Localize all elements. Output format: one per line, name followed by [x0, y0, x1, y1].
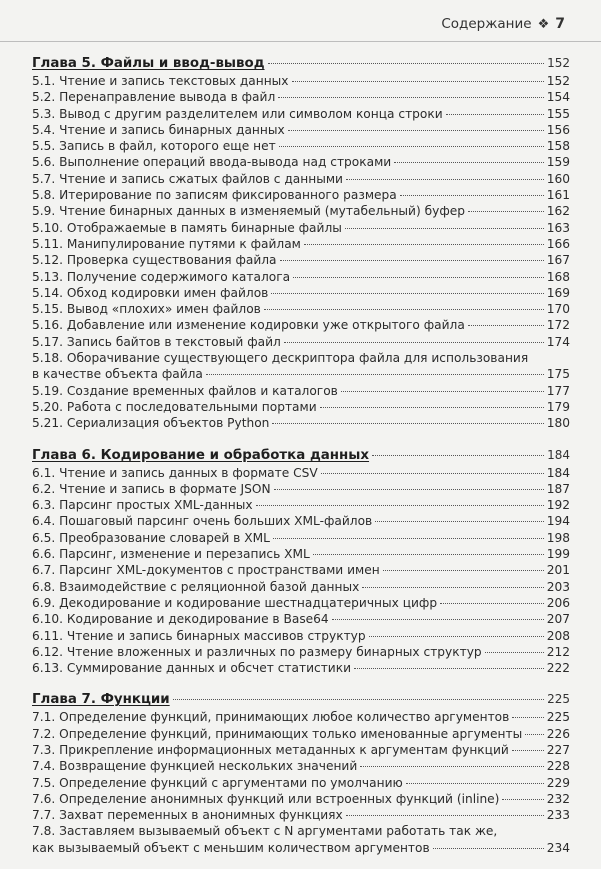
- leader-dots: [256, 505, 544, 506]
- chapter-title: Глава 5. Файлы и ввод-вывод: [32, 56, 265, 71]
- toc-entry[interactable]: [32, 481, 570, 497]
- entry-title: 5.17. Запись байтов в текстовый файл: [32, 334, 281, 349]
- page-number: 225: [546, 710, 570, 725]
- leader-dots: [280, 260, 544, 261]
- entry-title: 7.4. Возвращение функцией нескольких значений: [32, 759, 358, 774]
- entry-title: 6.6. Парсинг, изменение и перезапись XML: [32, 547, 310, 562]
- toc-entry[interactable]: [32, 334, 570, 350]
- toc-entry[interactable]: [32, 530, 570, 546]
- entry-title: 5.19. Создание временных файлов и каталогов: [32, 383, 338, 398]
- leader-dots: [485, 652, 544, 653]
- page-number: 233: [546, 808, 570, 823]
- leader-dots: [369, 636, 544, 637]
- entry-title: 6.2. Чтение и запись в формате JSON: [32, 481, 271, 496]
- leader-dots: [400, 195, 544, 196]
- page-number: 232: [546, 791, 570, 806]
- leader-dots: [468, 211, 544, 212]
- leader-dots: [206, 374, 544, 375]
- entry-title: 6.10. Кодирование и декодирование в Base64: [32, 612, 329, 627]
- leader-dots: [292, 81, 544, 82]
- page-number: 184: [546, 465, 570, 480]
- page-number: 192: [546, 498, 570, 513]
- toc-entry[interactable]: [32, 220, 570, 236]
- entry-title: 6.1. Чтение и запись данных в формате CSV: [32, 465, 318, 480]
- page-number: 169: [546, 285, 570, 300]
- entry-title: 5.8. Итерирование по записям фиксированного размера: [32, 188, 397, 203]
- toc-entry[interactable]: [32, 138, 570, 154]
- entry-title: 5.7. Чтение и запись сжатых файлов с данными: [32, 171, 343, 186]
- page-number: 168: [546, 269, 570, 284]
- leader-dots: [293, 277, 544, 278]
- entry-title: 5.11. Манипулирование путями к файлам: [32, 236, 301, 251]
- leader-dots: [468, 325, 544, 326]
- page-number: 207: [546, 612, 570, 627]
- leader-dots: [304, 244, 544, 245]
- leader-dots: [173, 699, 544, 700]
- entry-title: 6.7. Парсинг XML-документов с пространствами имен: [32, 563, 380, 578]
- entry-title: 5.5. Запись в файл, которого еще нет: [32, 139, 276, 154]
- toc-entry[interactable]: [32, 660, 570, 676]
- chapter-5-entries-cont: [32, 383, 570, 432]
- leader-dots: [268, 63, 545, 64]
- chapter-7-heading[interactable]: [32, 689, 570, 709]
- leader-dots: [313, 554, 544, 555]
- entry-title: 5.2. Перенаправление вывода в файл: [32, 90, 276, 105]
- page-number: 154: [546, 90, 570, 105]
- entry-title: 6.8. Взаимодействие с реляционной базой данных: [32, 579, 360, 594]
- entry-title: 5.9. Чтение бинарных данных в изменяемый (мутабельный) буфер: [32, 204, 465, 219]
- page-number: 170: [546, 302, 570, 317]
- page-number: 159: [546, 155, 570, 170]
- toc-entry[interactable]: [32, 513, 570, 529]
- toc-entry[interactable]: [32, 709, 570, 725]
- page-number: 172: [546, 318, 570, 333]
- toc-entry[interactable]: [32, 595, 570, 611]
- toc-entry[interactable]: [32, 546, 570, 562]
- toc-entry[interactable]: [32, 252, 570, 268]
- leader-dots: [264, 309, 544, 310]
- entry-title: 6.3. Парсинг простых XML-данных: [32, 498, 253, 513]
- leader-dots: [321, 473, 544, 474]
- page-number: 162: [546, 204, 570, 219]
- leader-dots: [346, 179, 544, 180]
- page-number: 156: [546, 122, 570, 137]
- toc-entry-7-8-line2[interactable]: [32, 840, 570, 856]
- entry-title: в качестве объекта файла: [32, 367, 203, 382]
- page-number: 234: [546, 840, 570, 855]
- chapter-title: Глава 7. Функции: [32, 692, 170, 708]
- leader-dots: [284, 342, 544, 343]
- toc-entry[interactable]: [32, 628, 570, 644]
- toc-entry-5-18-line1[interactable]: 5.18. Оборачивание существующего дескриптора файла для использования: [32, 351, 529, 366]
- running-header: [441, 16, 565, 32]
- leader-dots: [375, 521, 544, 522]
- chapter-6-heading[interactable]: [32, 445, 570, 465]
- leader-dots: [341, 391, 544, 392]
- chapter-5-entries: [32, 73, 570, 350]
- leader-dots: [512, 750, 544, 751]
- toc-entry[interactable]: [32, 154, 570, 170]
- toc-entry[interactable]: [32, 497, 570, 513]
- leader-dots: [440, 603, 544, 604]
- chapter-7-entries: [32, 709, 570, 823]
- toc-entry[interactable]: [32, 187, 570, 203]
- toc-entry[interactable]: [32, 579, 570, 595]
- toc-entry[interactable]: [32, 269, 570, 285]
- toc-entry[interactable]: [32, 171, 570, 187]
- leader-dots: [332, 619, 544, 620]
- leader-dots: [272, 423, 543, 424]
- page-number: 212: [546, 644, 570, 659]
- toc-entry[interactable]: [32, 383, 570, 399]
- entry-title: 5.16. Добавление или изменение кодировки уже открытого файла: [32, 318, 465, 333]
- entry-title: 6.12. Чтение вложенных и различных по размеру бинарных структур: [32, 644, 482, 659]
- entry-title: 7.7. Захват переменных в анонимных функциях: [32, 808, 343, 823]
- entry-title: 5.10. Отображаемые в память бинарные файлы: [32, 220, 342, 235]
- leader-dots: [383, 570, 544, 571]
- page-number: 194: [546, 514, 570, 529]
- page-number: 226: [546, 726, 570, 741]
- page-number: 225: [547, 692, 570, 707]
- leader-dots: [372, 455, 544, 456]
- entry-title: 7.6. Определение анонимных функций или встроенных функций (inline): [32, 791, 500, 806]
- toc-entry[interactable]: [32, 203, 570, 219]
- toc-entry[interactable]: [32, 122, 570, 138]
- entry-title: 5.20. Работа с последовательными портами: [32, 399, 317, 414]
- leader-dots: [288, 130, 544, 131]
- toc-entry[interactable]: [32, 89, 570, 105]
- entry-title: 5.4. Чтение и запись бинарных данных: [32, 122, 285, 137]
- page-number: 175: [546, 367, 570, 382]
- page-number: 152: [547, 56, 570, 70]
- page-number: 179: [546, 399, 570, 414]
- toc-entry[interactable]: [32, 562, 570, 578]
- header-page-number: 7: [555, 16, 565, 32]
- page-number: 152: [546, 74, 570, 88]
- toc-entry[interactable]: [32, 644, 570, 660]
- leader-dots: [354, 668, 544, 669]
- chapter-5-heading[interactable]: [32, 53, 570, 73]
- page-number: 228: [546, 759, 570, 774]
- entry-title: 6.11. Чтение и запись бинарных массивов структур: [32, 628, 366, 643]
- entry-title: 5.15. Вывод «плохих» имен файлов: [32, 302, 261, 317]
- entry-title: 5.3. Вывод с другим разделителем или символом конца строки: [32, 106, 443, 121]
- page-number: 222: [546, 661, 570, 676]
- page-number: 180: [546, 416, 570, 431]
- entry-title: 6.9. Декодирование и кодирование шестнадцатеричных цифр: [32, 595, 438, 610]
- toc-entry[interactable]: [32, 742, 570, 758]
- toc-entry[interactable]: [32, 399, 570, 415]
- entry-title: как вызываемый объект с меньшим количеством аргументов: [32, 840, 430, 855]
- header-title: Содержание: [441, 16, 532, 32]
- page-number: 163: [546, 220, 570, 235]
- entry-title: 7.2. Определение функций, принимающих только именованные аргументы: [32, 726, 523, 741]
- leader-dots: [394, 162, 544, 163]
- page-number: 201: [546, 563, 570, 578]
- leader-dots: [345, 228, 544, 229]
- entry-title: 5.21. Сериализация объектов Python: [32, 416, 270, 431]
- entry-title: 7.5. Определение функций с аргументами по умолчанию: [32, 775, 403, 790]
- page-number: 206: [546, 595, 570, 610]
- leader-dots: [406, 783, 544, 784]
- entry-title: 6.4. Пошаговый парсинг очень больших XML-файлов: [32, 514, 373, 529]
- toc-entry[interactable]: [32, 807, 570, 823]
- toc-entry[interactable]: [32, 791, 570, 807]
- leader-dots: [446, 114, 544, 115]
- toc-entry[interactable]: [32, 758, 570, 774]
- entry-title: 5.13. Получение содержимого каталога: [32, 269, 291, 284]
- toc-entry[interactable]: [32, 73, 570, 89]
- leader-dots: [346, 815, 544, 816]
- entry-title: 5.1. Чтение и запись текстовых данных: [32, 74, 289, 88]
- leader-dots: [502, 799, 543, 800]
- page-number: 166: [546, 236, 570, 251]
- toc-entry[interactable]: [32, 285, 570, 301]
- header-rule: [0, 41, 601, 42]
- page-number: 167: [546, 253, 570, 268]
- leader-dots: [278, 97, 543, 98]
- page-number: 187: [546, 481, 570, 496]
- leader-dots: [512, 717, 543, 718]
- page-number: 198: [546, 530, 570, 545]
- toc-entry[interactable]: [32, 236, 570, 252]
- entry-title: 5.6. Выполнение операций ввода-вывода над строками: [32, 155, 392, 170]
- page-number: 227: [546, 742, 570, 757]
- chapter-title: Глава 6. Кодирование и обработка данных: [32, 447, 370, 463]
- table-of-contents: [32, 50, 570, 856]
- leader-dots: [433, 848, 544, 849]
- chapter-6-entries: [32, 465, 570, 677]
- toc-entry[interactable]: [32, 415, 570, 431]
- toc-entry[interactable]: [32, 301, 570, 317]
- toc-entry[interactable]: [32, 611, 570, 627]
- page-number: 199: [546, 547, 570, 562]
- header-ornament-icon: ❖: [537, 16, 550, 32]
- entry-title: 5.14. Обход кодировки имен файлов: [32, 285, 269, 300]
- entry-title: 5.12. Проверка существования файла: [32, 253, 277, 268]
- entry-title: 6.13. Суммирование данных и обсчет статистики: [32, 661, 351, 676]
- entry-title: 7.3. Прикрепление информационных метаданных к аргументам функций: [32, 742, 509, 757]
- toc-entry[interactable]: [32, 465, 570, 481]
- page-number: 161: [546, 188, 570, 203]
- leader-dots: [320, 407, 544, 408]
- leader-dots: [274, 489, 544, 490]
- toc-entry[interactable]: [32, 726, 570, 742]
- page-number: 229: [546, 775, 570, 790]
- toc-entry-7-8-line1[interactable]: 7.8. Заставляем вызываемый объект с N аргументами работать так же,: [32, 824, 498, 839]
- toc-entry[interactable]: [32, 317, 570, 333]
- toc-entry[interactable]: [32, 106, 570, 122]
- leader-dots: [360, 766, 543, 767]
- page-number: 158: [546, 139, 570, 154]
- page-number: 155: [546, 106, 570, 121]
- page-number: 160: [546, 171, 570, 186]
- leader-dots: [273, 538, 544, 539]
- page-number: 174: [546, 334, 570, 349]
- leader-dots: [525, 734, 544, 735]
- leader-dots: [271, 293, 543, 294]
- entry-title: 7.1. Определение функций, принимающих любое количество аргументов: [32, 710, 510, 725]
- page-number: 208: [546, 628, 570, 643]
- page-number: 177: [546, 383, 570, 398]
- page-number: 184: [547, 447, 570, 462]
- leader-dots: [362, 587, 543, 588]
- page-number: 203: [546, 579, 570, 594]
- toc-entry-5-18-line2[interactable]: [32, 366, 570, 382]
- leader-dots: [279, 146, 544, 147]
- toc-entry[interactable]: [32, 775, 570, 791]
- entry-title: 6.5. Преобразование словарей в XML: [32, 530, 270, 545]
